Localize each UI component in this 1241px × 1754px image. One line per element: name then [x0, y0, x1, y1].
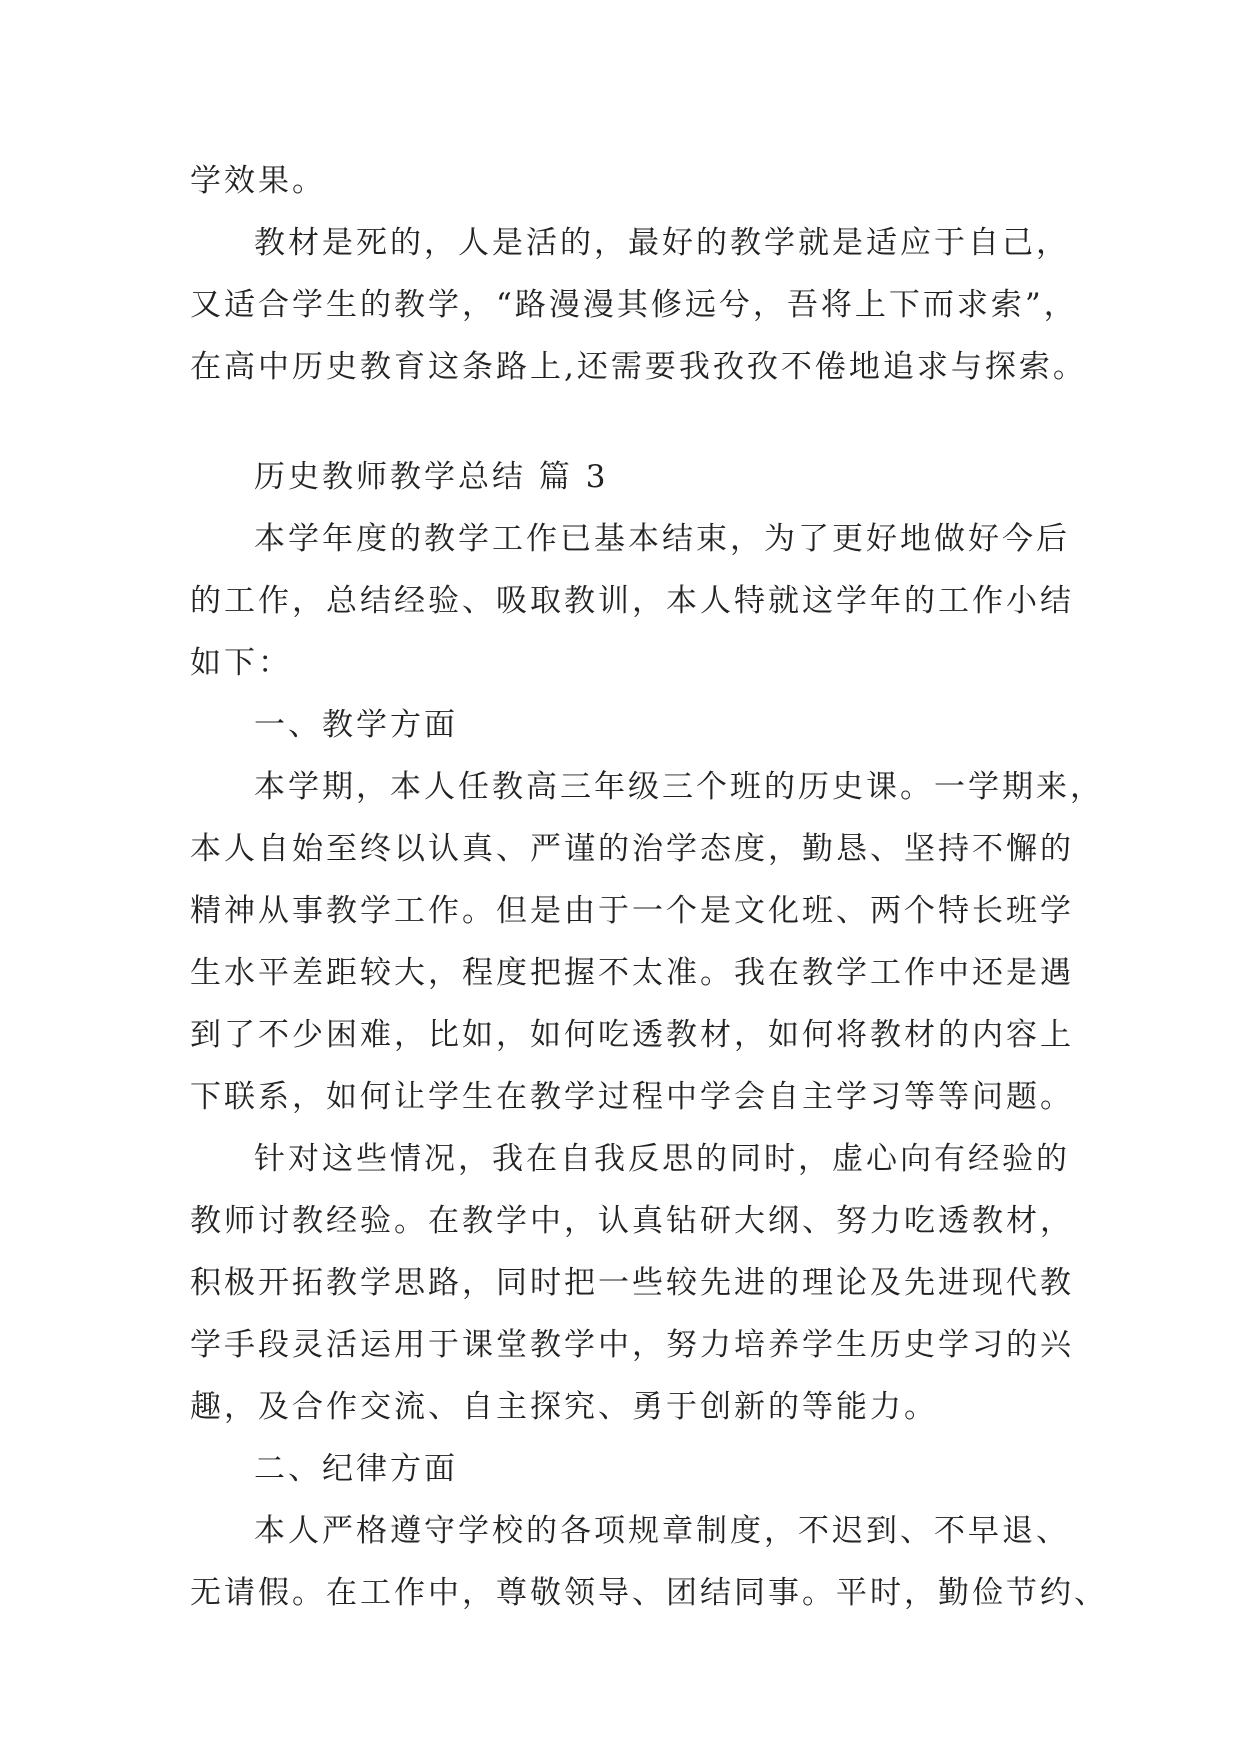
- text-line: 学手段灵活运用于课堂教学中，努力培养学生历史学习的兴: [190, 1327, 1074, 1363]
- text-line: 趣，及合作交流、自主探究、勇于创新的等能力。: [190, 1389, 938, 1425]
- section-title: 历史教师教学总结 篇 3: [254, 459, 609, 495]
- text-line: 生水平差距较大，程度把握不太准。我在教学工作中还是遇: [190, 955, 1074, 991]
- text-line: 无请假。在工作中，尊敬领导、团结同事。平时，勤俭节约、: [190, 1575, 1108, 1611]
- subheading-teaching: 一、教学方面: [254, 707, 458, 743]
- text-line: 下联系，如何让学生在教学过程中学会自主学习等等问题。: [190, 1079, 1074, 1115]
- text-line: 本人严格遵守学校的各项规章制度，不迟到、不早退、: [254, 1513, 1070, 1549]
- text-line: 积极开拓教学思路，同时把一些较先进的理论及先进现代教: [190, 1265, 1074, 1301]
- text-line: 本人自始至终以认真、严谨的治学态度，勤恳、坚持不懈的: [190, 831, 1074, 867]
- text-line: 精神从事教学工作。但是由于一个是文化班、两个特长班学: [190, 893, 1074, 929]
- text-line: 教材是死的，人是活的，最好的教学就是适应于自己，: [254, 225, 1070, 261]
- text-line: 学效果。: [190, 163, 326, 199]
- text-line: 的工作，总结经验、吸取教训，本人特就这学年的工作小结: [190, 583, 1074, 619]
- text-line: 如下：: [190, 645, 292, 681]
- text-line: 又适合学生的教学，“路漫漫其修远兮，吾将上下而求索”，: [190, 287, 1078, 323]
- text-line: 本学年度的教学工作已基本结束，为了更好地做好今后: [254, 521, 1070, 557]
- closing-paragraphs: [190, 150, 1087, 398]
- text-line: 本学期，本人任教高三年级三个班的历史课。一学期来，: [254, 769, 1104, 805]
- section-article-3: [190, 446, 1108, 1624]
- text-line: 在高中历史教育这条路上,还需要我孜孜不倦地追求与探索。: [190, 349, 1087, 385]
- subheading-discipline: 二、纪律方面: [254, 1451, 458, 1487]
- text-line: 针对这些情况，我在自我反思的同时，虚心向有经验的: [254, 1141, 1070, 1177]
- text-line: 到了不少困难，比如，如何吃透教材，如何将教材的内容上: [190, 1017, 1074, 1053]
- text-line: 教师讨教经验。在教学中，认真钻研大纲、努力吃透教材，: [190, 1203, 1074, 1239]
